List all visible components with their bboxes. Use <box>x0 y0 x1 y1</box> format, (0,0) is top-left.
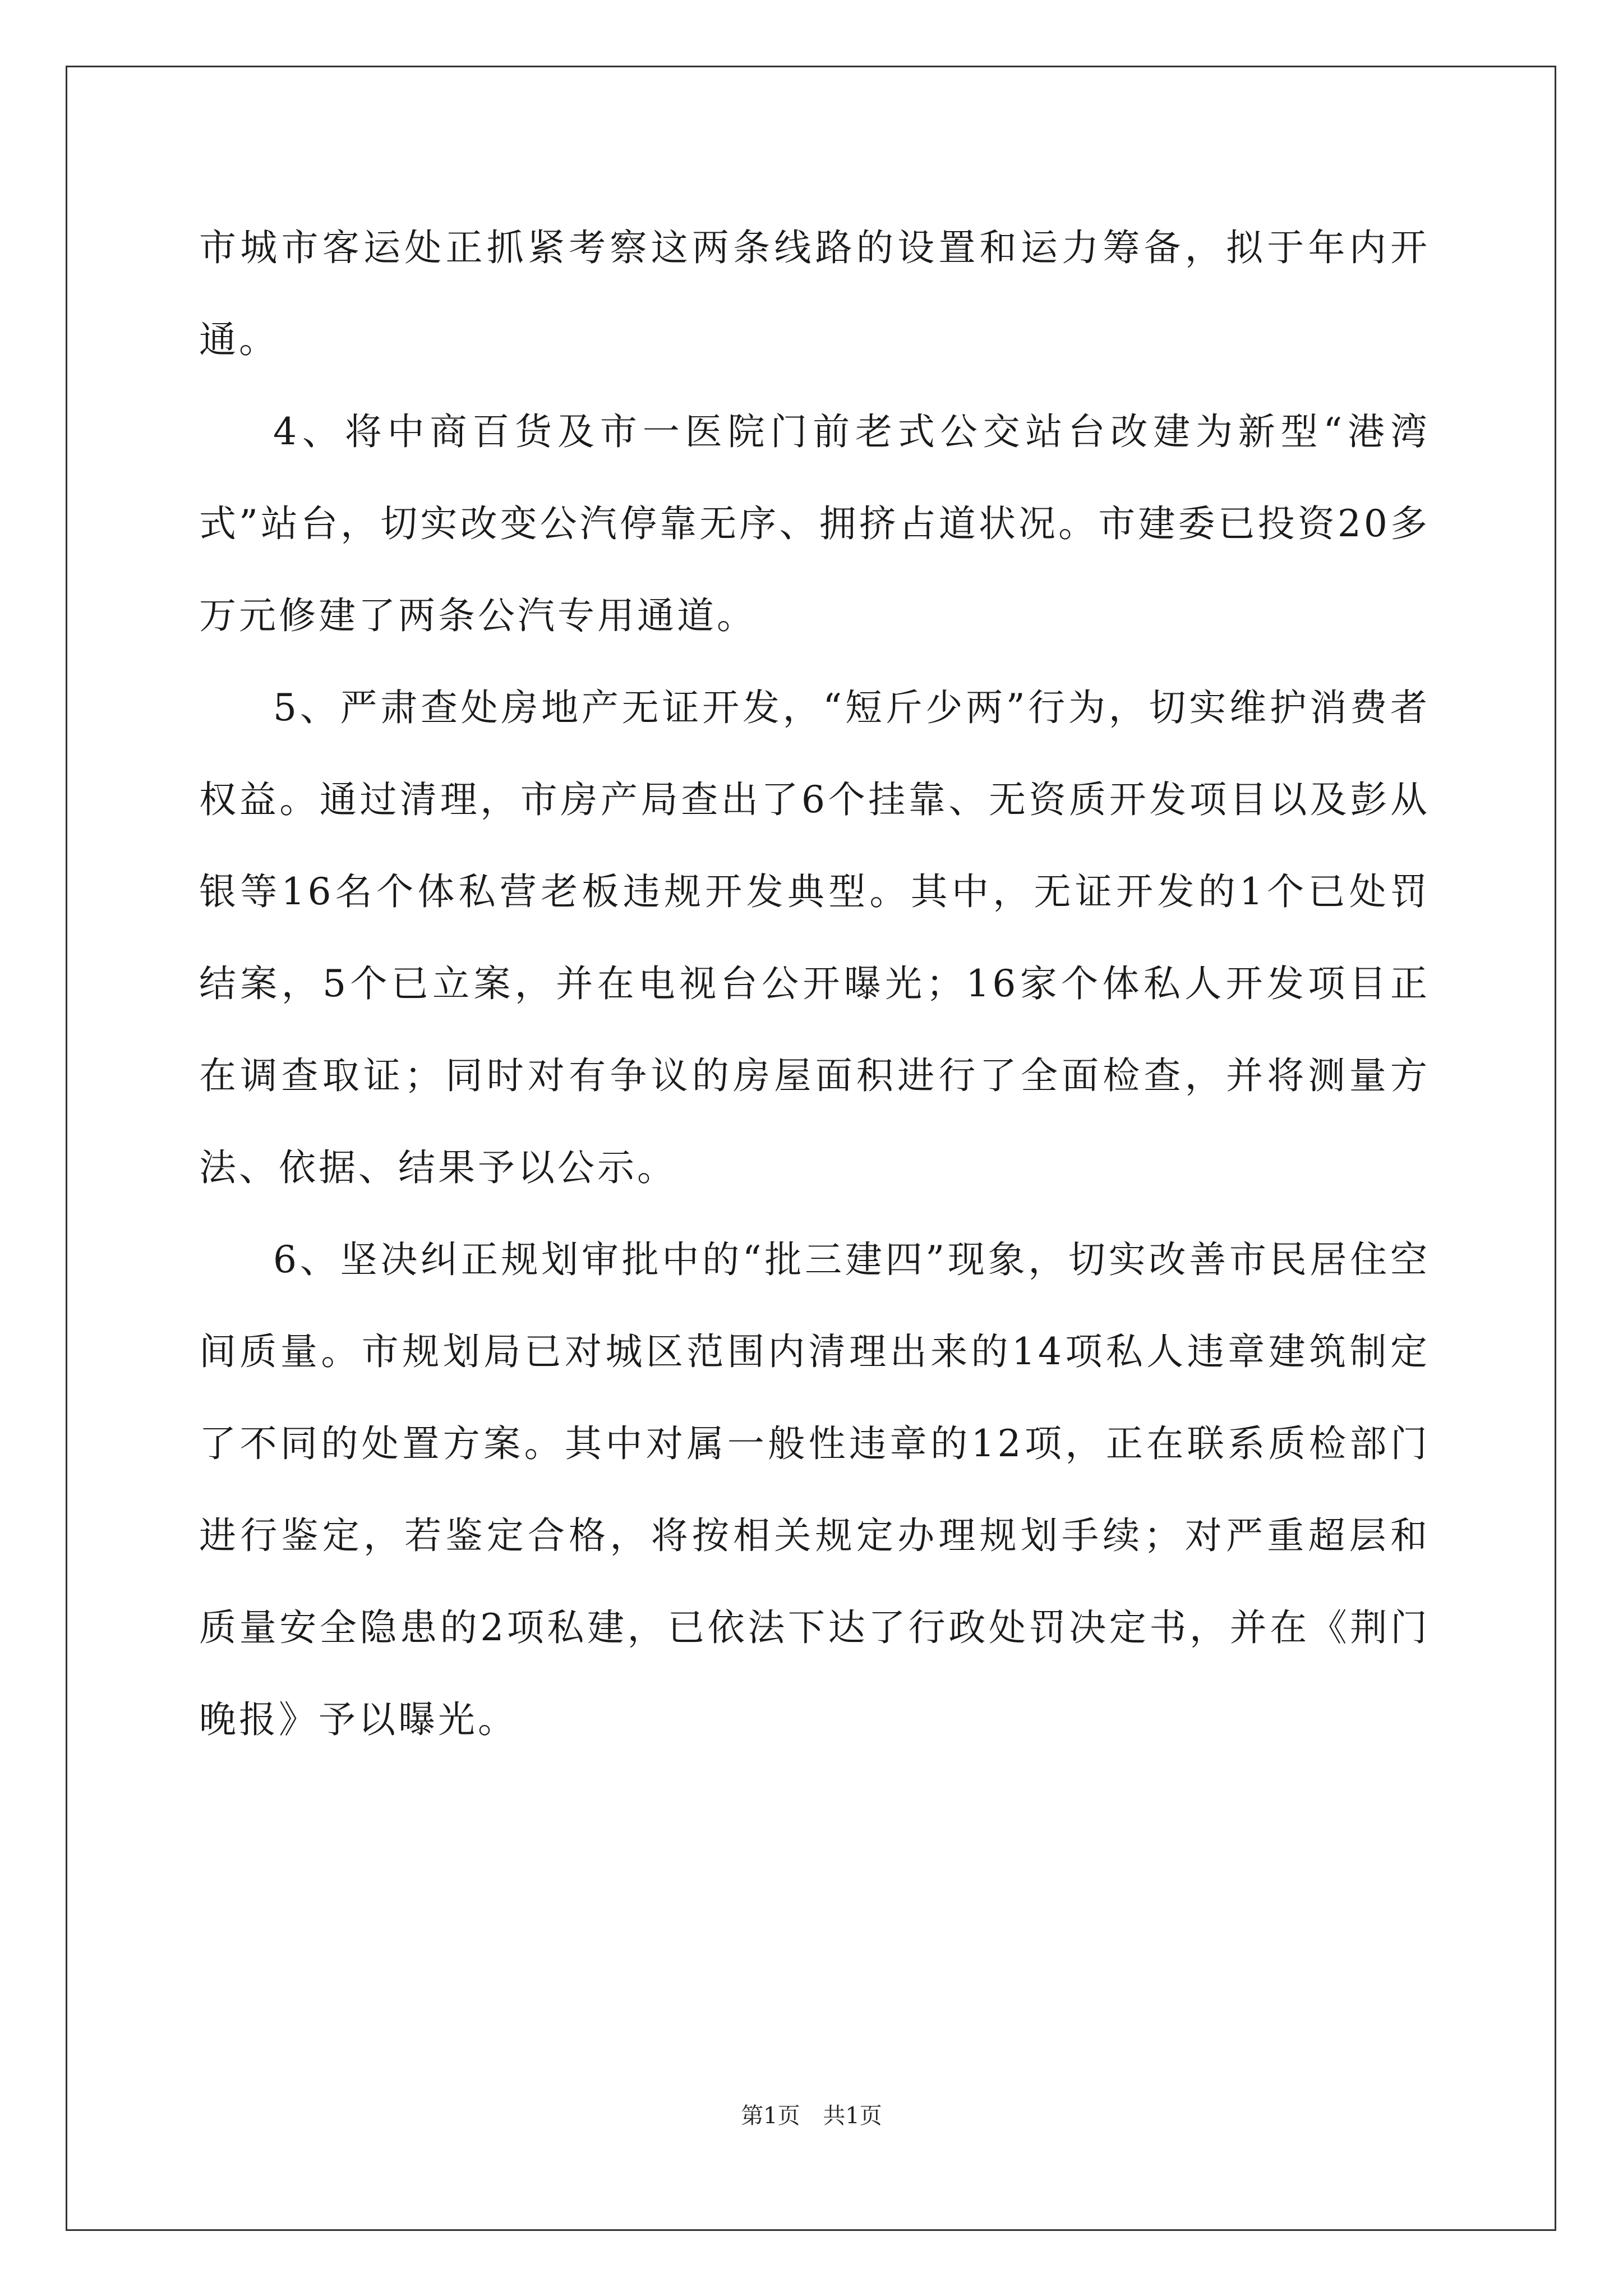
page-total: 共1页 <box>823 2103 882 2129</box>
paragraph-1: 市城市客运处正抓紧考察这两条线路的设置和运力筹备，拟于年内开通。 <box>199 226 1430 361</box>
page-number: 第1页 <box>741 2103 800 2129</box>
paragraph-2: 4、将中商百货及市一医院门前老式公交站台改建为新型“港湾式”站台，切实改变公汽停靠无序、拥挤占道状况。市建委已投资20多万元修建了两条公汽专用通道。 <box>199 410 1430 637</box>
paragraph-3: 5、严肃查处房地产无证开发，“短斤少两”行为，切实维护消费者权益。通过清理，市房产局查出了6个挂靠、无资质开发项目以及彭从银等16名个体私营老板违规开发典型。其中，无证开发的1个已处罚结案，5个已立案，并在电视台公开曝光；16家个体私人开发项目正在调查取证；同时对有争议的房屋面积进行了全面检查，并将测量方法、依据、结果予以公示。 <box>199 686 1430 1189</box>
document-body <box>199 202 1430 1766</box>
paragraph-4: 6、坚决纠正规划审批中的“批三建四”现象，切实改善市民居住空间质量。市规划局已对城区范围内清理出来的14项私人违章建筑制定了不同的处置方案。其中对属一般性违章的12项，正在联系质检部门进行鉴定，若鉴定合格，将按相关规定办理规划手续；对严重超层和质量安全隐患的2项私建，已依法下达了行政处罚决定书，并在《荆门晚报》予以曝光。 <box>199 1238 1430 1741</box>
page-footer <box>0 2098 1623 2130</box>
